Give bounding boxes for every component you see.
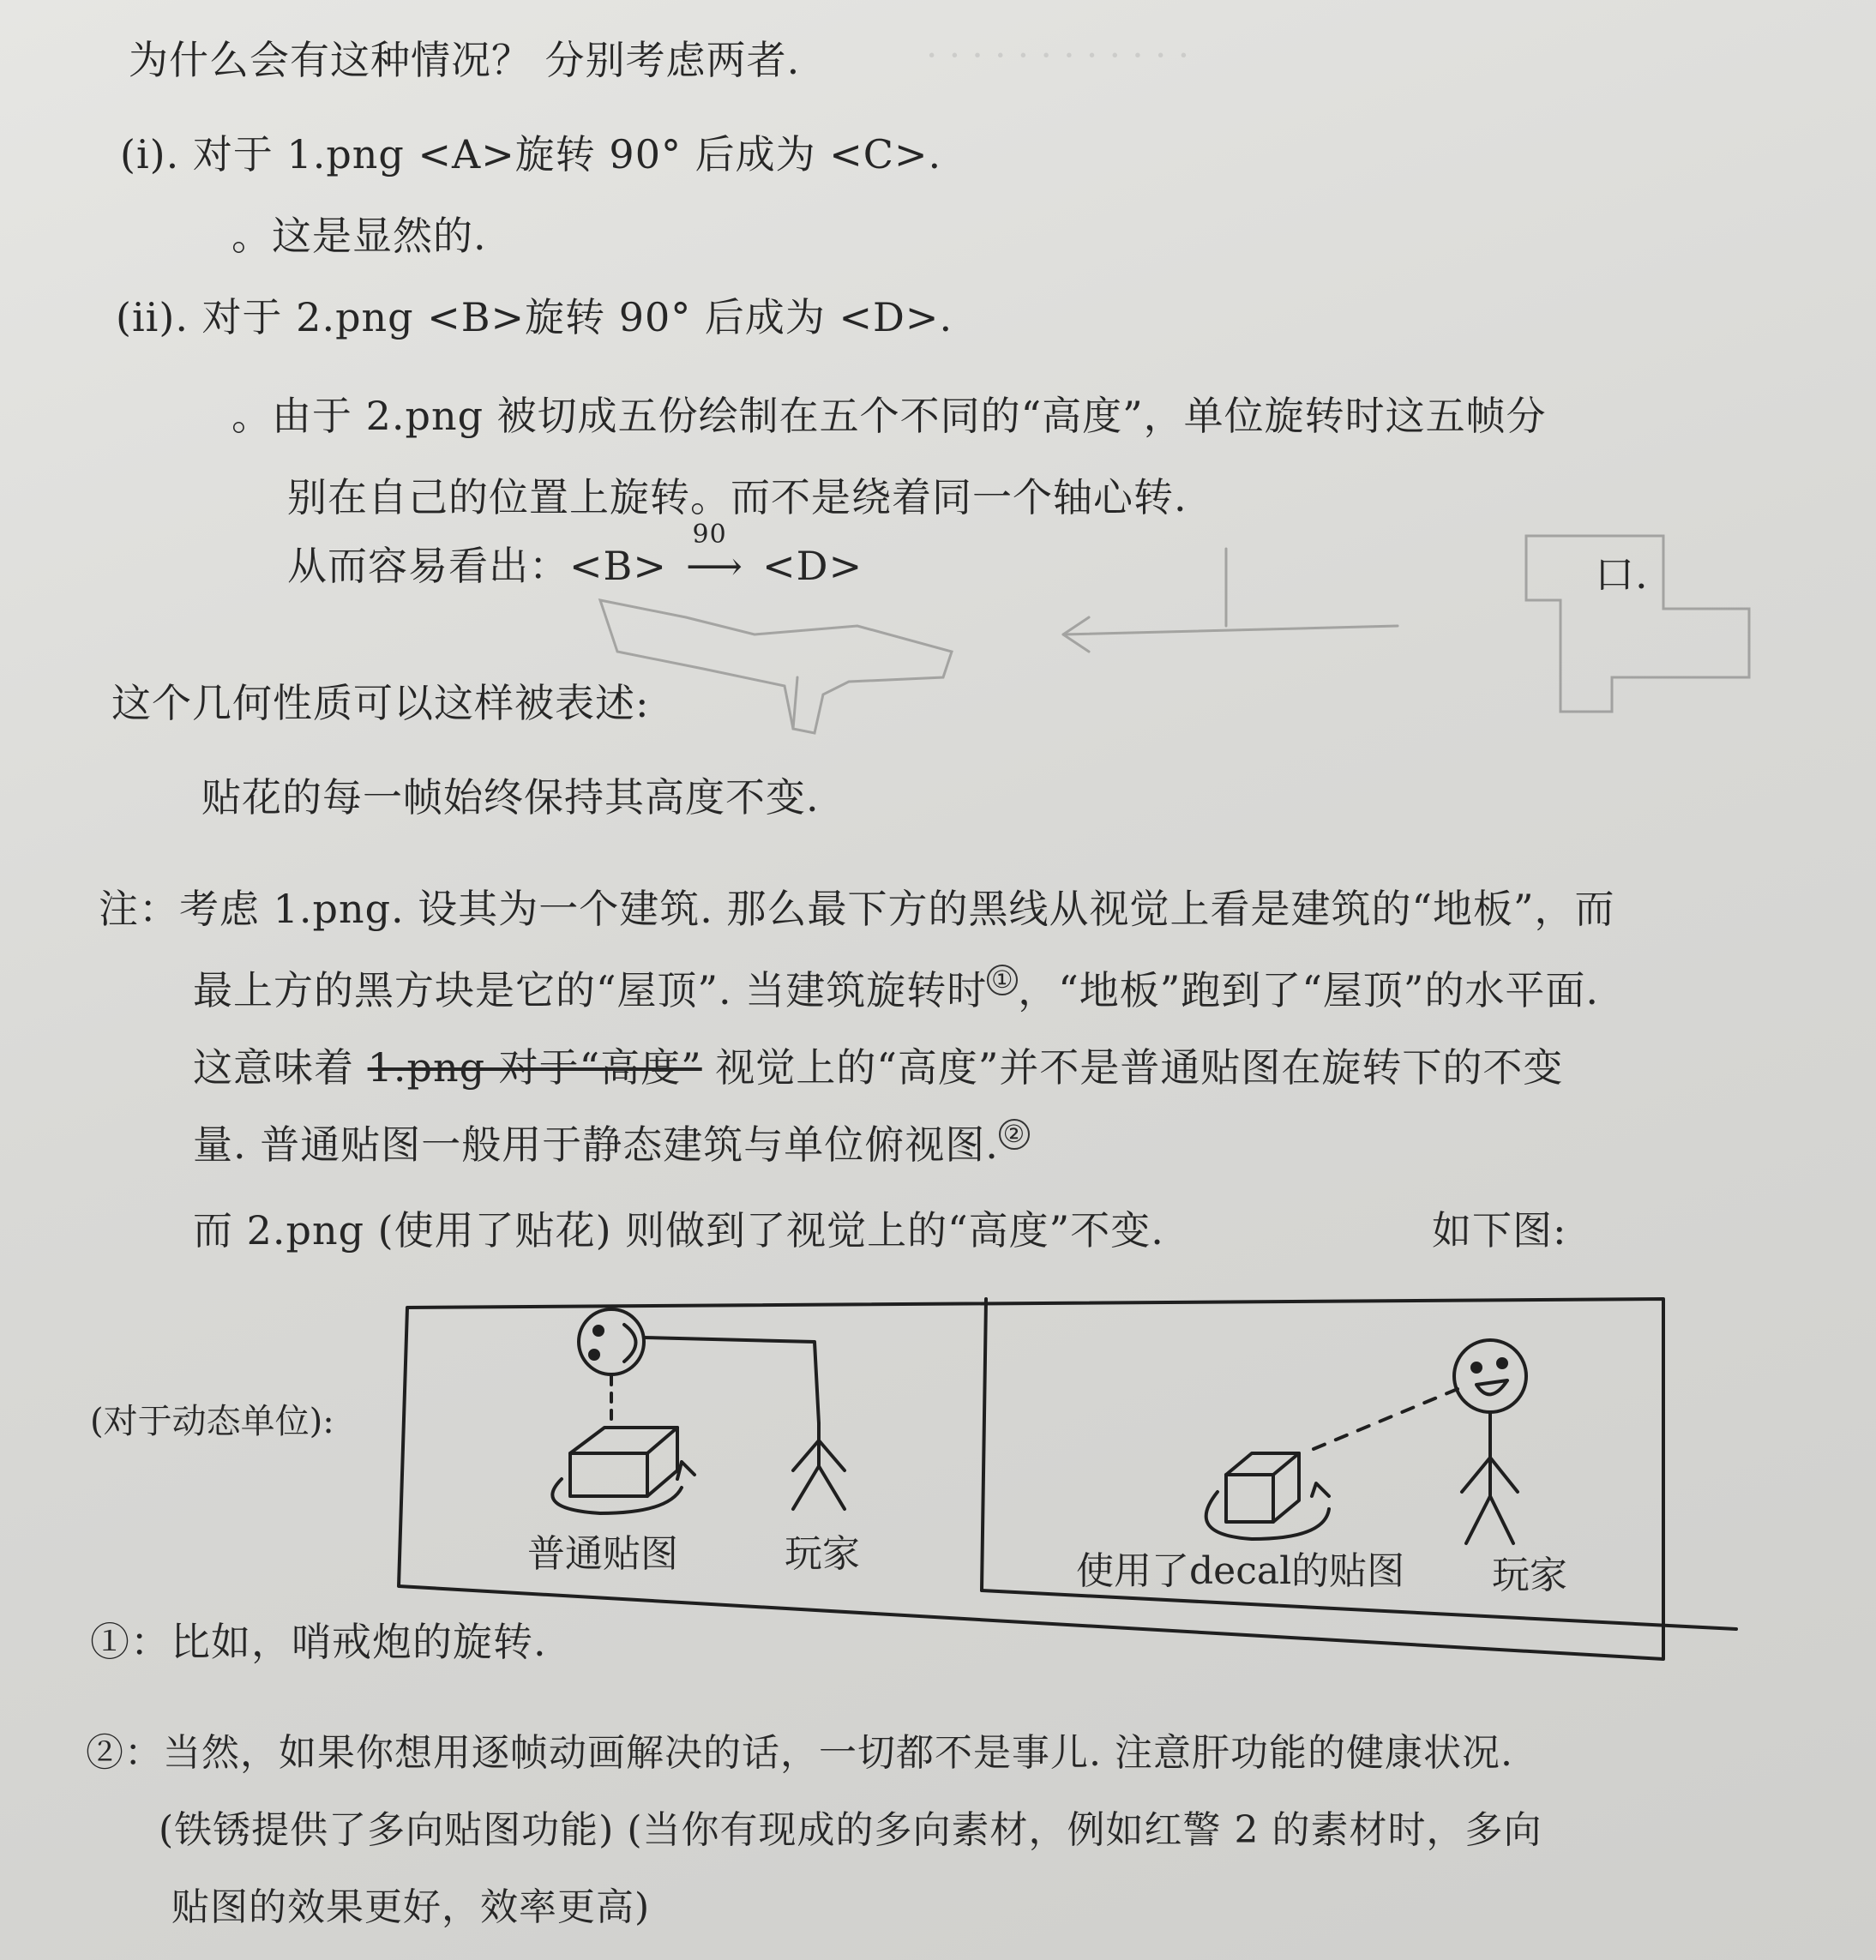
right-cube (1206, 1453, 1329, 1539)
footnote-2-line-2: (铁锈提供了多向贴图功能) (当你有现成的多向素材，例如红警 2 的素材时，多向 (159, 1808, 1542, 1852)
right-panel-player-label: 玩家 (1492, 1554, 1567, 1597)
line-case-i-note: 。这是显然的. (231, 213, 487, 259)
bleed-through-text: · · · · · · · · · · · · (926, 34, 1190, 76)
footnote-2-line-3: 贴图的效果更好，效率更高) (171, 1885, 651, 1929)
left-panel-caption: 普通贴图 (527, 1532, 678, 1576)
diagram-divider (982, 1299, 986, 1590)
footnote-2-line-1: ②：当然，如果你想用逐帧动画解决的话，一切都不是事儿. 注意肝功能的健康状况. (86, 1731, 1513, 1775)
left-face (579, 1309, 819, 1423)
note-4-text: 量. 普通贴图一般用于静态建筑与单位俯视图. (193, 1121, 999, 1168)
conclusion-result: <D> (762, 543, 863, 589)
note-2-text-b: ，“地板”跑到了“屋顶”的水平面. (1018, 967, 1599, 1013)
footnote-ref-2: ② (999, 1119, 1030, 1150)
right-face (1454, 1340, 1526, 1412)
footnote-1: ①：比如，哨戒炮的旋转. (90, 1619, 547, 1665)
note-3-text-a: 这意味着 (193, 1044, 354, 1091)
diagram-baseline (982, 1590, 1736, 1629)
right-stick-figure (1462, 1412, 1518, 1543)
line-see-below: 如下图: (1432, 1207, 1567, 1254)
line-note-5: 而 2.png (使用了贴花) 则做到了视觉上的“高度”不变. (193, 1207, 1164, 1254)
conclusion-text: 从而容易看出：<B> (287, 543, 667, 589)
faint-perspective-sketch (600, 536, 1749, 733)
left-stick-figure (793, 1423, 845, 1509)
line-case-ii: (ii). 对于 2.png <B>旋转 90° 后成为 <D>. (116, 294, 953, 340)
line-case-i: (i). 对于 1.png <A>旋转 90° 后成为 <C>. (120, 131, 942, 177)
line-geometric-property: 这个几何性质可以这样被表述: (111, 680, 650, 726)
note-2-text-a: 最上方的黑方块是它的“屋顶”. 当建筑旋转时 (193, 967, 988, 1013)
figure-side-label: (对于动态单位): (90, 1402, 334, 1441)
footnote-ref-1: ① (987, 965, 1018, 995)
line-case-ii-note-1: 。由于 2.png 被切成五份绘制在五个不同的“高度”，单位旋转时这五帧分 (231, 393, 1547, 439)
box-glyph: 口. (1595, 551, 1649, 598)
line-note-1: 注：考虑 1.png. 设其为一个建筑. 那么最下方的黑线从视觉上看是建筑的“地板”，而 (99, 886, 1615, 932)
line-case-ii-note-2: 别在自己的位置上旋转。而不是绕着同一个轴心转. (287, 474, 1188, 520)
note-3-text-b: 视觉上的“高度”并不是普通贴图在旋转下的不变 (715, 1044, 1564, 1091)
right-sightline (1303, 1389, 1458, 1453)
struck-out-text: 1.png 对于“高度” (367, 1044, 702, 1091)
arrow-glyph: ⟶ (686, 543, 743, 589)
left-cube (552, 1428, 694, 1513)
diagram (399, 1299, 1736, 1659)
right-panel-caption: 使用了decal的贴图 (1076, 1549, 1405, 1593)
left-panel-player-label: 玩家 (785, 1532, 860, 1576)
rotate-arrow-label: 90 (692, 520, 727, 550)
line-question: 为什么会有这种情况？ 分别考虑两者. (129, 37, 801, 83)
line-property-statement: 贴花的每一帧始终保持其高度不变. (201, 774, 820, 821)
